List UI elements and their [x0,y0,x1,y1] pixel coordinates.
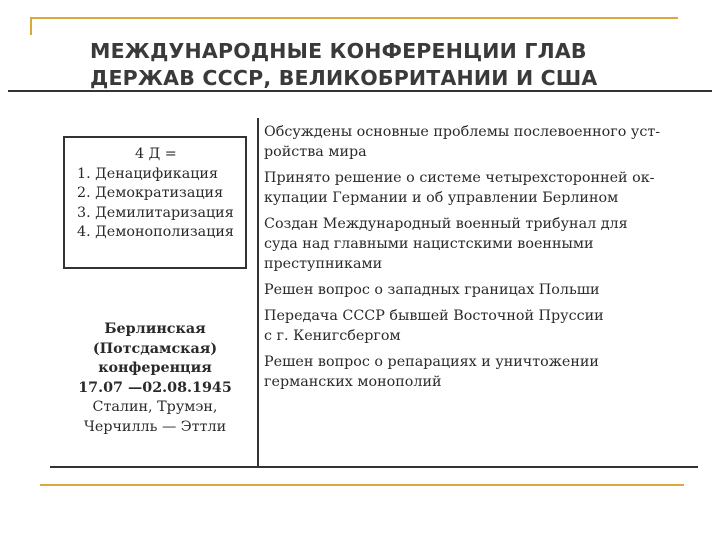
decision-text-line: Решен вопрос о западных границах Польши [264,282,600,298]
conference-dates: 17.07 —02.08.1945 [78,379,232,396]
table-bottom-rule [50,466,698,468]
decision-item [264,280,694,300]
principle-item: 4. Демонополизация [77,224,234,240]
decision-item [264,306,694,346]
decision-item [264,168,694,208]
slide-frame-left-line [30,17,32,35]
conference-info [64,320,246,437]
conference-name-line: (Потсдамская) [92,340,218,357]
principles-heading: 4 Д = [135,146,177,162]
decision-text-line: суда над главными нацистскими военными [264,236,594,252]
decision-text-line: Принято решение о системе четырехсторонней ок- [264,170,655,186]
decision-text-line: купации Германии и об управлении Берлином [264,190,619,206]
decision-text-line: Обсуждены основные проблемы послевоенного уст- [264,124,661,140]
principle-item: 2. Демократизация [77,185,224,201]
decision-text-line: Передача СССР бывшей Восточной Пруссии [264,308,604,324]
principle-item: 1. Денацификация [77,165,218,182]
conference-name-line: конференция [98,360,212,376]
title-divider [8,90,712,92]
column-divider [257,118,259,468]
principles-box [63,136,247,269]
decision-text-line: Решен вопрос о репарациях и уничтожении [264,354,599,370]
conference-name-line: Берлинская [104,321,206,337]
conference-participants-line: Сталин, Трумэн, [92,399,218,415]
decisions-list [264,122,694,398]
decision-text-line: с г. Кенигсбергом [264,328,401,344]
conference-participants-line: Черчилль — Эттли [83,418,227,435]
slide-frame-top-line [30,17,678,19]
decision-item [264,214,694,274]
decision-item [264,352,694,392]
slide-frame-bottom-line [40,484,684,486]
decision-item [264,122,694,162]
decision-text-line: преступниками [264,256,383,272]
title-line-1: МЕЖДУНАРОДНЫЕ КОНФЕРЕНЦИИ ГЛАВ [90,39,587,63]
decision-text-line: Создан Международный военный трибунал для [264,216,628,232]
decision-text-line: германских монополий [264,374,442,390]
title-line-2: ДЕРЖАВ СССР, ВЕЛИКОБРИТАНИИ И США [90,66,598,90]
decision-text-line: ройства мира [264,144,367,160]
page-title [90,38,690,92]
principle-item: 3. Демилитаризация [77,204,234,221]
